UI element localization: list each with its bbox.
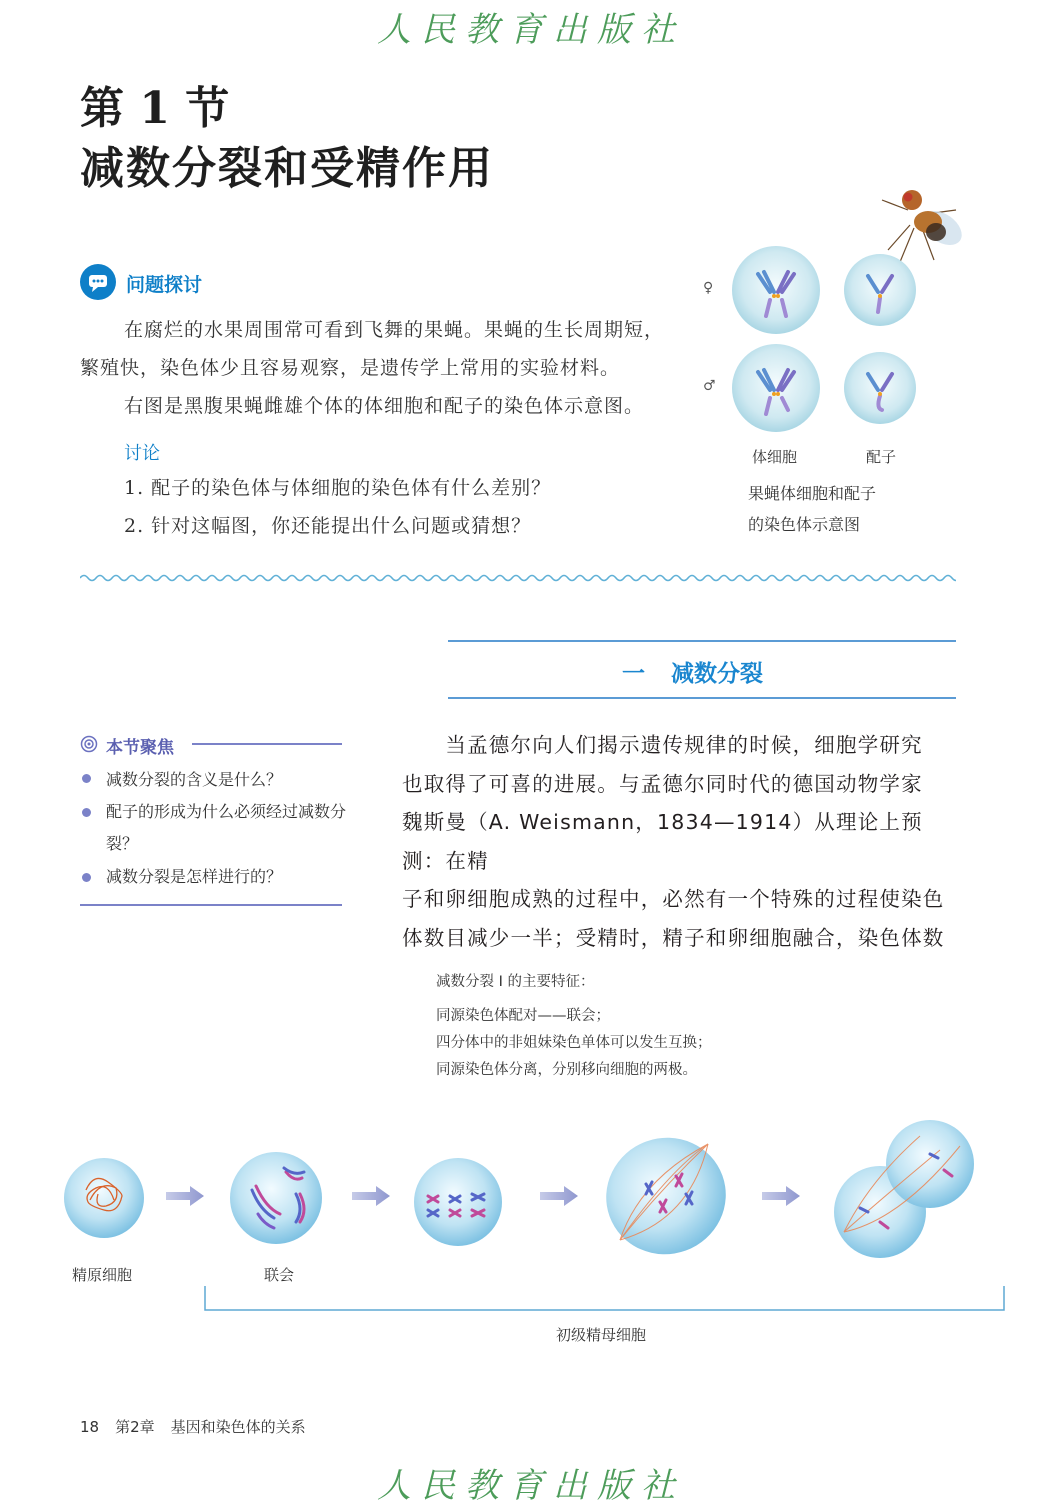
male-gamete-cell bbox=[844, 352, 916, 424]
body-line: 体数目减少一半；受精时，精子和卵细胞融合，染色体数 bbox=[402, 925, 945, 950]
primary-spermatocyte-label: 初级精母细胞 bbox=[556, 1326, 647, 1344]
female-symbol: ♀ bbox=[703, 280, 714, 296]
focus-item: 配子的形成为什么必须经过减数分裂？ bbox=[106, 802, 347, 853]
body-line: 魏斯曼（A. Weismann，1834—1914）从理论上预测：在精 bbox=[402, 810, 923, 873]
figure-caption-line: 的染色体示意图 bbox=[748, 515, 861, 534]
page-footer bbox=[80, 1416, 322, 1437]
page-number: 18 bbox=[80, 1418, 100, 1436]
subsection-top-rule bbox=[448, 640, 956, 642]
subsection-bottom-rule bbox=[448, 697, 956, 699]
problem-paragraph-line: 右图是黑腹果蝇雌雄个体的体细胞和配子的染色体示意图。 bbox=[124, 395, 645, 417]
male-symbol: ♂ bbox=[703, 378, 716, 394]
focus-bullet bbox=[82, 808, 91, 817]
focus-item: 减数分裂的含义是什么？ bbox=[106, 770, 283, 789]
male-somatic-cell bbox=[732, 344, 820, 432]
meiosis-stages-illustration bbox=[60, 1110, 1000, 1270]
focus-bottom-rule bbox=[80, 904, 342, 906]
chat-bubble-icon bbox=[80, 264, 116, 300]
chapter-title: 基因和染色体的关系 bbox=[170, 1418, 306, 1436]
female-gamete-cell bbox=[844, 254, 916, 326]
problem-paragraph-line: 繁殖快，染色体少且容易观察，是遗传学上常用的实验材料。 bbox=[80, 357, 621, 379]
stage-arrow bbox=[352, 1186, 390, 1206]
stage-bracket bbox=[204, 1286, 1006, 1312]
subsection-title: 减数分裂 bbox=[671, 661, 763, 687]
somatic-cell-label: 体细胞 bbox=[752, 448, 798, 466]
body-line: 也取得了可喜的进展。与孟德尔同时代的德国动物学家 bbox=[402, 771, 923, 796]
problem-discussion-label: 问题探讨 bbox=[126, 274, 203, 296]
subsection-number: 一 bbox=[622, 661, 645, 687]
chapter-number: 第2章 bbox=[115, 1418, 155, 1436]
synapsis-cell bbox=[230, 1152, 322, 1244]
body-line: 当孟德尔向人们揭示遗传规律的时候，细胞学研究 bbox=[402, 733, 923, 757]
discussion-label: 讨论 bbox=[124, 443, 160, 464]
synapsis-label: 联会 bbox=[264, 1266, 295, 1284]
body-line: 子和卵细胞成熟的过程中，必然有一个特殊的过程使染色 bbox=[402, 887, 945, 911]
focus-title-rule bbox=[192, 743, 342, 745]
spermatogonium-label: 精原细胞 bbox=[72, 1266, 133, 1284]
stage-arrow bbox=[166, 1186, 204, 1206]
discussion-question: 2. 针对这幅图，你还能提出什么问题或猜想？ bbox=[124, 515, 532, 537]
section-title: 减数分裂和受精作用 bbox=[80, 143, 494, 194]
spermatogonium-cell bbox=[64, 1158, 144, 1238]
body-paragraph bbox=[402, 726, 958, 957]
publisher-watermark-bottom: 人民教育出版社 bbox=[377, 1466, 685, 1506]
wavy-divider bbox=[80, 572, 956, 584]
focus-bullet bbox=[82, 774, 91, 783]
stage-arrow bbox=[540, 1186, 578, 1206]
target-icon bbox=[80, 735, 98, 753]
problem-paragraph-line: 在腐烂的水果周围常可看到飞舞的果蝇。果蝇的生长周期短， bbox=[124, 319, 665, 341]
figure-caption-line: 果蝇体细胞和配子 bbox=[748, 484, 877, 503]
focus-item: 减数分裂是怎样进行的？ bbox=[106, 867, 283, 886]
section-number: 第 1 节 bbox=[80, 83, 230, 134]
focus-bullet bbox=[82, 873, 91, 882]
subsection-heading bbox=[622, 655, 763, 688]
meiosis-features-title: 减数分裂 Ⅰ 的主要特征： bbox=[436, 974, 595, 990]
meiosis-feature: 四分体中的非姐妹染色单体可以发生互换； bbox=[436, 1035, 712, 1051]
female-somatic-cell bbox=[732, 246, 820, 334]
figure-caption bbox=[748, 478, 876, 540]
gamete-label: 配子 bbox=[866, 448, 897, 466]
focus-title: 本节聚焦 bbox=[106, 738, 174, 758]
meiosis-feature: 同源染色体配对——联会； bbox=[436, 1008, 610, 1024]
meiosis-feature: 同源染色体分离，分别移向细胞的两极。 bbox=[436, 1062, 697, 1078]
chromosome-cells-figure bbox=[726, 242, 926, 442]
anaphase-cell-upper bbox=[886, 1120, 974, 1208]
metaphase-cell bbox=[590, 1121, 742, 1270]
publisher-watermark-top: 人民教育出版社 bbox=[377, 10, 685, 50]
stage-arrow bbox=[762, 1186, 800, 1206]
discussion-question: 1. 配子的染色体与体细胞的染色体有什么差别？ bbox=[124, 477, 552, 499]
